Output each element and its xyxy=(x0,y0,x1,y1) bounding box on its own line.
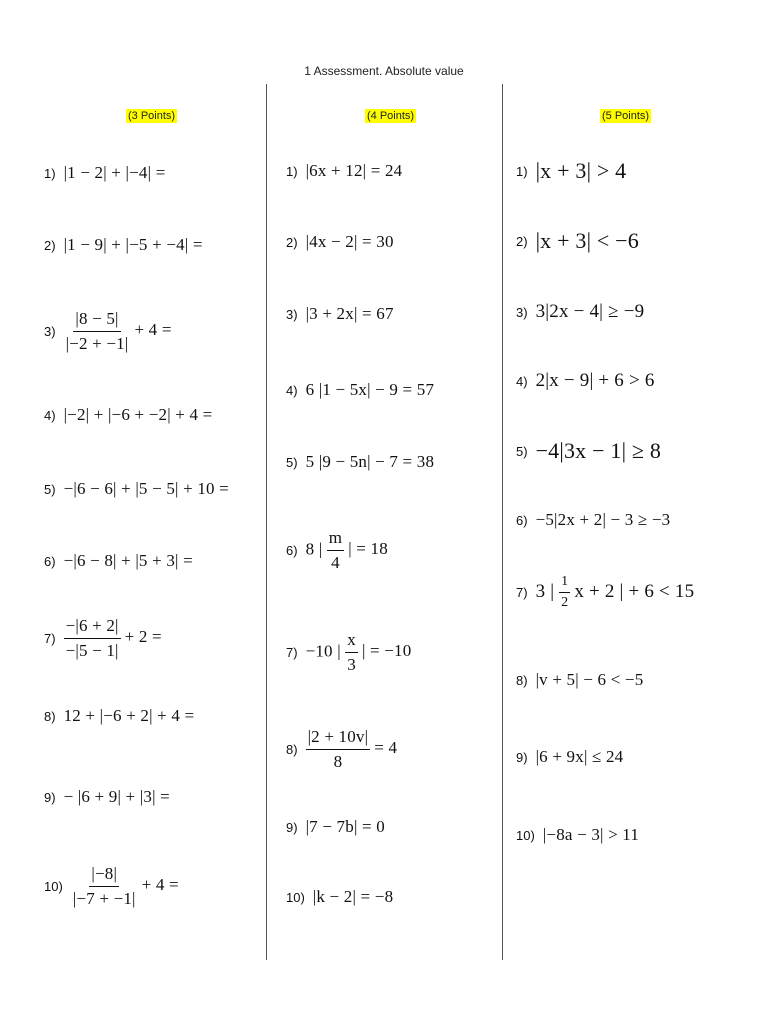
numerator: x xyxy=(345,630,358,653)
problem-number: 6) xyxy=(286,543,298,558)
equation: |k − 2| = −8 xyxy=(312,887,394,906)
equation-lead: 3 | xyxy=(535,580,555,602)
denominator: −|5 − 1| xyxy=(65,641,119,660)
denominator: |−7 + −1| xyxy=(72,889,136,908)
problem-col2-6 xyxy=(286,528,388,573)
problem-col3-10 xyxy=(516,825,639,845)
equation-tail: | = −10 xyxy=(361,641,412,661)
equation: |1 − 2| + |−4| = xyxy=(63,163,166,182)
points-badge-5: (5 Points) xyxy=(602,110,650,122)
problem-number: 2) xyxy=(44,237,56,253)
problem-number: 1) xyxy=(286,163,298,179)
equation-tail: + 4 = xyxy=(141,875,179,895)
problem-number: 3) xyxy=(516,304,528,320)
problem-number: 10) xyxy=(286,889,305,905)
problem-col1-6 xyxy=(44,551,193,571)
problem-number: 5) xyxy=(44,481,56,497)
problem-col2-9 xyxy=(286,817,385,837)
problem-col3-6 xyxy=(516,510,670,530)
column-divider-right xyxy=(502,84,503,960)
problem-number: 7) xyxy=(44,631,56,646)
equation: |x + 3| < −6 xyxy=(535,228,639,253)
numerator: |−8| xyxy=(89,864,119,887)
problem-col2-7 xyxy=(286,630,411,675)
problem-number: 1) xyxy=(44,165,56,181)
problem-col2-4 xyxy=(286,380,434,400)
equation-tail: x + 2 | + 6 < 15 xyxy=(574,580,695,602)
fraction xyxy=(306,727,371,772)
equation: 12 + |−6 + 2| + 4 = xyxy=(63,706,195,725)
fraction xyxy=(327,528,344,573)
problem-col3-1 xyxy=(516,158,626,184)
equation: 6 |1 − 5x| − 9 = 57 xyxy=(305,380,435,399)
problem-number: 1) xyxy=(516,163,528,179)
problem-col3-7 xyxy=(516,574,694,611)
problem-number: 10) xyxy=(44,879,63,894)
numerator: m xyxy=(327,528,344,551)
problem-col2-5 xyxy=(286,452,434,472)
fraction xyxy=(64,309,131,354)
problem-number: 7) xyxy=(286,645,298,660)
problem-col2-8 xyxy=(286,727,397,772)
problem-number: 4) xyxy=(286,382,298,398)
equation: |6x + 12| = 24 xyxy=(305,161,403,180)
problem-number: 6) xyxy=(516,512,528,528)
column-divider-left xyxy=(266,84,267,960)
equation: 2|x − 9| + 6 > 6 xyxy=(535,370,655,391)
equation: −|6 − 8| + |5 + 3| = xyxy=(63,551,193,570)
problem-number: 2) xyxy=(516,233,528,249)
problem-col2-2 xyxy=(286,232,394,252)
denominator: 2 xyxy=(561,595,569,610)
problem-col3-8 xyxy=(516,670,643,690)
problem-number: 9) xyxy=(516,749,528,765)
problem-number: 5) xyxy=(286,454,298,470)
problem-col1-4 xyxy=(44,405,212,425)
problem-col3-9 xyxy=(516,747,623,767)
problem-number: 6) xyxy=(44,553,56,569)
problem-col1-7 xyxy=(44,616,162,661)
problem-number: 3) xyxy=(44,324,56,339)
problem-col3-4 xyxy=(516,370,655,392)
denominator: 3 xyxy=(347,655,356,674)
denominator: 8 xyxy=(333,752,343,771)
problem-col1-9 xyxy=(44,787,170,807)
equation: −|6 − 6| + |5 − 5| + 10 = xyxy=(63,479,229,498)
numerator: |8 − 5| xyxy=(73,309,120,332)
equation-lead: −10 | xyxy=(305,641,341,661)
problem-number: 3) xyxy=(286,306,298,322)
equation-tail: + 4 = xyxy=(134,320,172,340)
problem-number: 7) xyxy=(516,585,528,600)
points-badge-4: (4 Points) xyxy=(367,110,415,122)
points-badge-3: (3 Points) xyxy=(128,110,176,122)
problem-col3-3 xyxy=(516,301,644,323)
problem-col1-5 xyxy=(44,479,229,499)
numerator: |2 + 10v| xyxy=(306,727,371,750)
numerator: 1 xyxy=(559,574,570,593)
equation: |v + 5| − 6 < −5 xyxy=(535,670,644,689)
equation: |3 + 2x| = 67 xyxy=(305,304,394,323)
fraction xyxy=(64,616,121,661)
fraction xyxy=(559,574,570,611)
equation: |6 + 9x| ≤ 24 xyxy=(535,747,624,766)
problem-number: 8) xyxy=(516,672,528,688)
problem-col2-3 xyxy=(286,304,394,324)
equation: − |6 + 9| + |3| = xyxy=(63,787,170,806)
problem-col1-2 xyxy=(44,235,203,255)
equation-tail: = 4 xyxy=(374,738,398,758)
problem-number: 9) xyxy=(44,789,56,805)
problem-col1-1 xyxy=(44,163,165,183)
problem-number: 5) xyxy=(516,443,528,459)
problem-col1-8 xyxy=(44,706,194,726)
equation: |x + 3| > 4 xyxy=(535,158,627,183)
equation: −5|2x + 2| − 3 ≥ −3 xyxy=(535,510,671,529)
page-title: 1 Assessment. Absolute value xyxy=(304,64,464,78)
equation-tail: | = 18 xyxy=(348,539,388,559)
problem-number: 9) xyxy=(286,819,298,835)
equation: |7 − 7b| = 0 xyxy=(305,817,385,836)
fraction xyxy=(71,864,138,909)
equation: 5 |9 − 5n| − 7 = 38 xyxy=(305,452,435,471)
problem-number: 8) xyxy=(44,708,56,724)
problem-col1-10 xyxy=(44,864,179,909)
problem-number: 4) xyxy=(44,407,56,423)
equation-tail: + 2 = xyxy=(124,627,162,647)
denominator: |−2 + −1| xyxy=(65,334,129,353)
equation-lead: 8 | xyxy=(305,539,323,559)
problem-number: 8) xyxy=(286,742,298,757)
problem-number: 10) xyxy=(516,827,535,843)
equation: 3|2x − 4| ≥ −9 xyxy=(535,301,645,322)
problem-col2-1 xyxy=(286,161,402,181)
problem-col2-10 xyxy=(286,887,393,907)
problem-number: 2) xyxy=(286,234,298,250)
equation: |1 − 9| + |−5 + −4| = xyxy=(63,235,203,254)
problem-col1-3 xyxy=(44,309,172,354)
denominator: 4 xyxy=(331,553,340,572)
equation: |−8a − 3| > 11 xyxy=(542,825,640,844)
problem-number: 4) xyxy=(516,373,528,389)
problem-col3-5 xyxy=(516,438,661,464)
problem-col3-2 xyxy=(516,228,639,254)
equation: |4x − 2| = 30 xyxy=(305,232,394,251)
fraction xyxy=(345,630,358,675)
equation: −4|3x − 1| ≥ 8 xyxy=(535,438,662,463)
equation: |−2| + |−6 + −2| + 4 = xyxy=(63,405,213,424)
numerator: −|6 + 2| xyxy=(64,616,121,639)
